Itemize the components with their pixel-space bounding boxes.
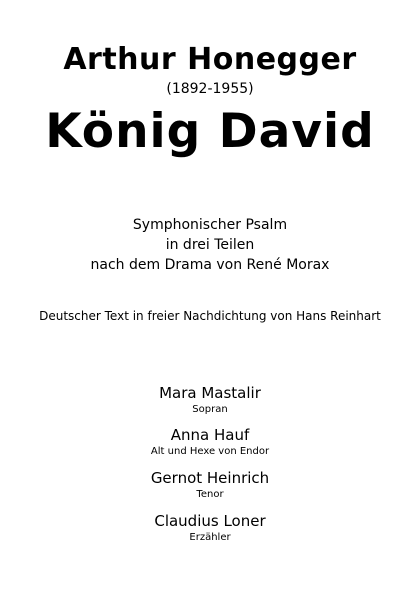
- performer-name: Anna Hauf: [170, 426, 250, 444]
- performer-role: Erzähler: [189, 532, 231, 543]
- performer-entry: [0, 511, 420, 544]
- performer-entry: [0, 468, 420, 501]
- performer-role: Tenor: [196, 489, 224, 500]
- performer-name: Mara Mastalir: [159, 384, 261, 402]
- subtitle-line: Symphonischer Psalm: [132, 217, 288, 233]
- performer-entry: [0, 425, 420, 458]
- subtitle-line: nach dem Drama von René Morax: [90, 257, 330, 273]
- subtitle-line: in drei Teilen: [165, 237, 255, 253]
- subtitle-block: [0, 215, 420, 275]
- composer-name: Arthur Honegger: [63, 42, 357, 77]
- performer-role: Alt und Hexe von Endor: [150, 446, 270, 457]
- performer-name: Claudius Loner: [154, 512, 266, 530]
- performer-role: Sopran: [192, 404, 228, 415]
- translation-note: Deutscher Text in freier Nachdichtung von Hans Reinhart: [39, 309, 381, 323]
- performer-entry: [0, 383, 420, 416]
- work-title: König David: [45, 104, 375, 159]
- performer-name: Gernot Heinrich: [150, 469, 270, 487]
- composer-dates: (1892-1955): [166, 81, 254, 97]
